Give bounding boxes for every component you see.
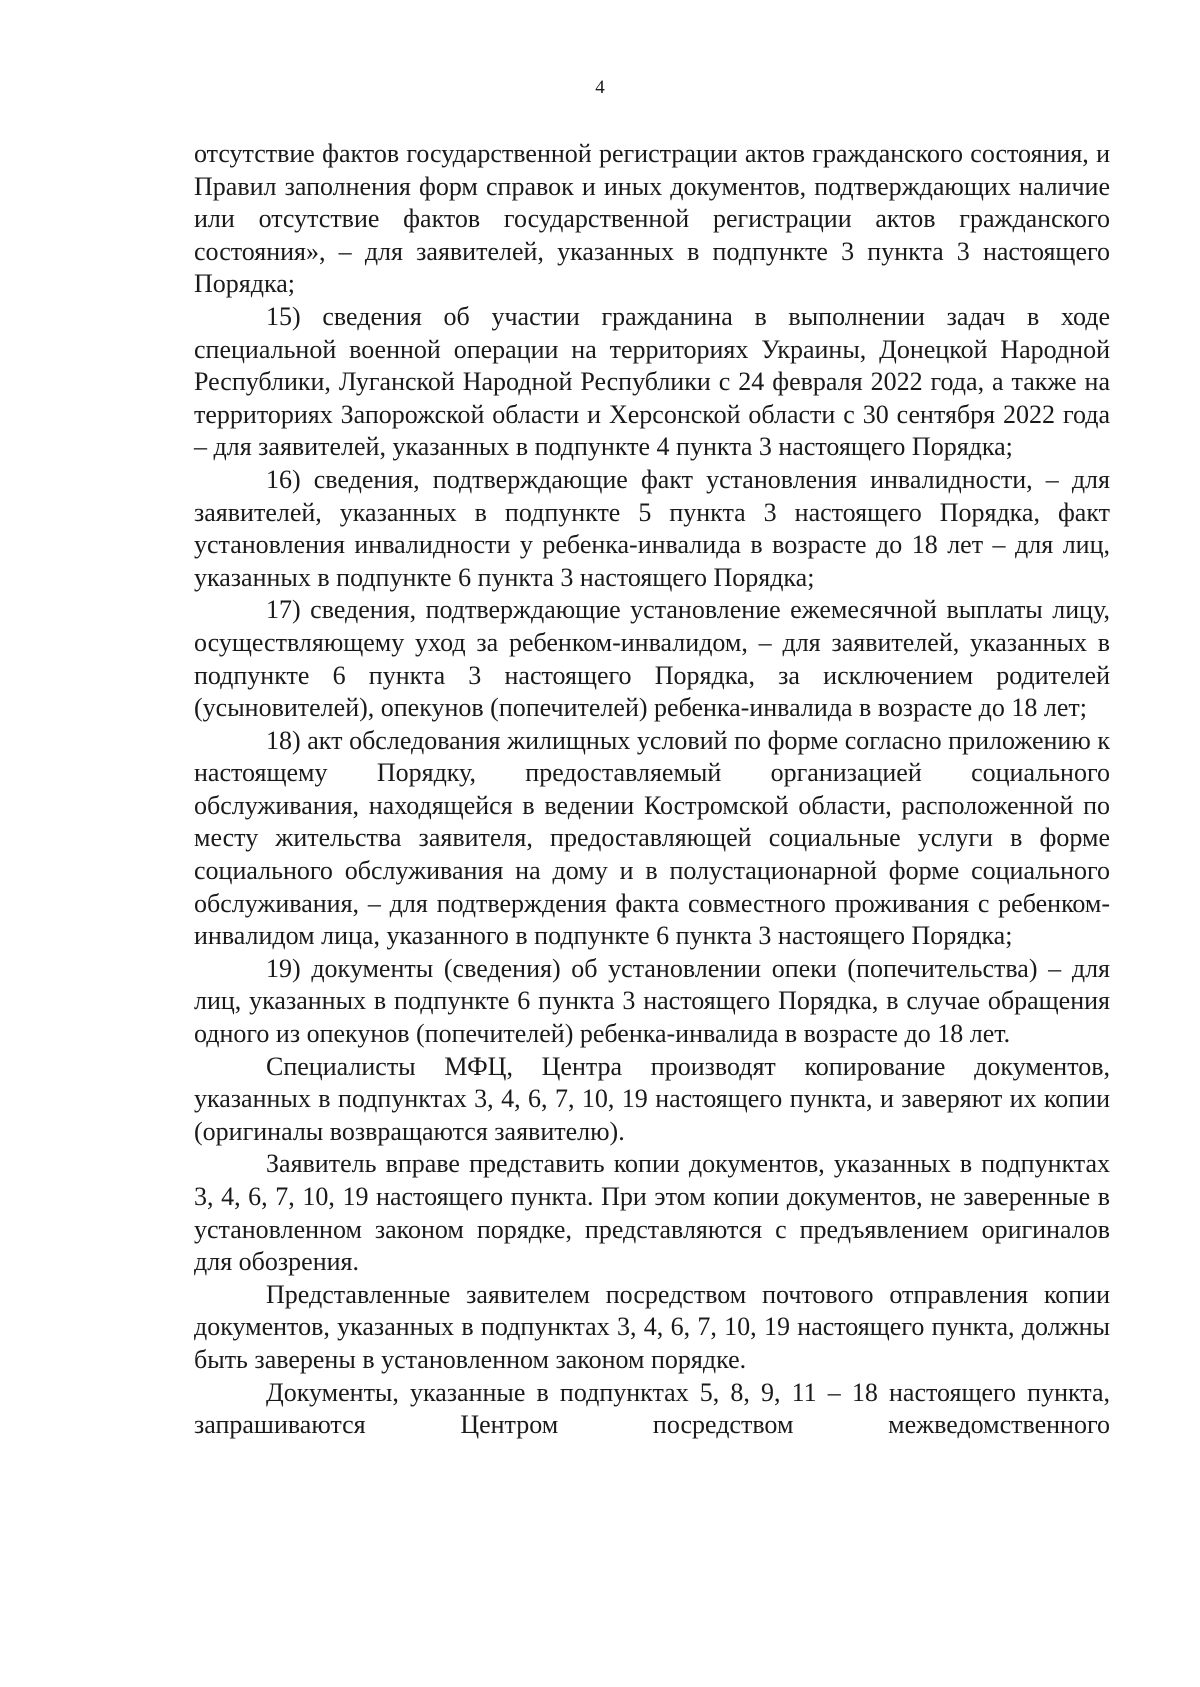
paragraph: отсутствие фактов государственной регистрации актов гражданского состояния, и Правил заполнения форм справок и иных документов, подтверждающих наличие или отсутствие фактов государственной регистрации актов гражданского состояния», – для заявителей, указанных в подпункте 3 пункта 3 настоящего Порядка;: [194, 139, 1110, 299]
document-body: [194, 138, 1110, 1442]
paragraph: Представленные заявителем посредством почтового отправления копии документов, указанных в подпунктах 3, 4, 6, 7, 10, 19 настоящего пункта, должны быть заверены в установленном законом порядке.: [194, 1279, 1110, 1374]
paragraph: 19) документы (сведения) об установлении опеки (попечительства) – для лиц, указанных в подпункте 6 пункта 3 настоящего Порядка, в случае обращения одного из опекунов (попечителей) ребенка-инвалида в возрасте до 18 лет.: [194, 953, 1110, 1049]
paragraph: Заявитель вправе представить копии документов, указанных в подпунктах 3, 4, 6, 7, 10, 19 настоящего пункта. При этом копии документов, не заверенные в установленном законом порядке, представляются с предъявлением оригиналов для обозрения.: [194, 1149, 1110, 1277]
paragraph: 15) сведения об участии гражданина в выполнении задач в ходе специальной военной операции на территориях Украины, Донецкой Народной Республики, Луганской Народной Республики с 24 февраля 2022 года, а также на территориях Запорожской области и Херсонской области с 30 сентября 2022 года – для заявителей, указанных в подпункте 4 пункта 3 настоящего Порядка;: [194, 301, 1110, 462]
paragraph: 17) сведения, подтверждающие установление ежемесячной выплаты лицу, осуществляющему уход за ребенком-инвалидом, – для заявителей, указанных в подпункте 6 пункта 3 настоящего Порядка, за исключением родителей (усыновителей), опекунов (попечителей) ребенка-инвалида в возрасте до 18 лет;: [194, 595, 1110, 723]
paragraph: Документы, указанные в подпунктах 5, 8, 9, 11 – 18 настоящего пункта, запрашиваются Центром посредством межведомственного: [194, 1377, 1110, 1440]
paragraph: Специалисты МФЦ, Центра производят копирование документов, указанных в подпунктах 3, 4, 6, 7, 10, 19 настоящего пункта, и заверяют их копии (оригиналы возвращаются заявителю).: [194, 1051, 1110, 1146]
page-number: 4: [595, 77, 605, 98]
paragraph: 16) сведения, подтверждающие факт установления инвалидности, – для заявителей, указанных в подпункте 5 пункта 3 настоящего Порядка, факт установления инвалидности у ребенка-инвалида в возрасте до 18 лет – для лиц, указанных в подпункте 6 пункта 3 настоящего Порядка;: [194, 464, 1110, 592]
paragraph: 18) акт обследования жилищных условий по форме согласно приложению к настоящему Порядку, предоставляемый организацией социального обслуживания, находящейся в ведении Костромской области, расположенной по месту жительства заявителя, предоставляющей социальные услуги в форме социального обслуживания на дому и в полустационарной форме социального обслуживания, – для подтверждения факта совместного проживания с ребенком-инвалидом лица, указанного в подпункте 6 пункта 3 настоящего Порядка;: [194, 725, 1110, 951]
